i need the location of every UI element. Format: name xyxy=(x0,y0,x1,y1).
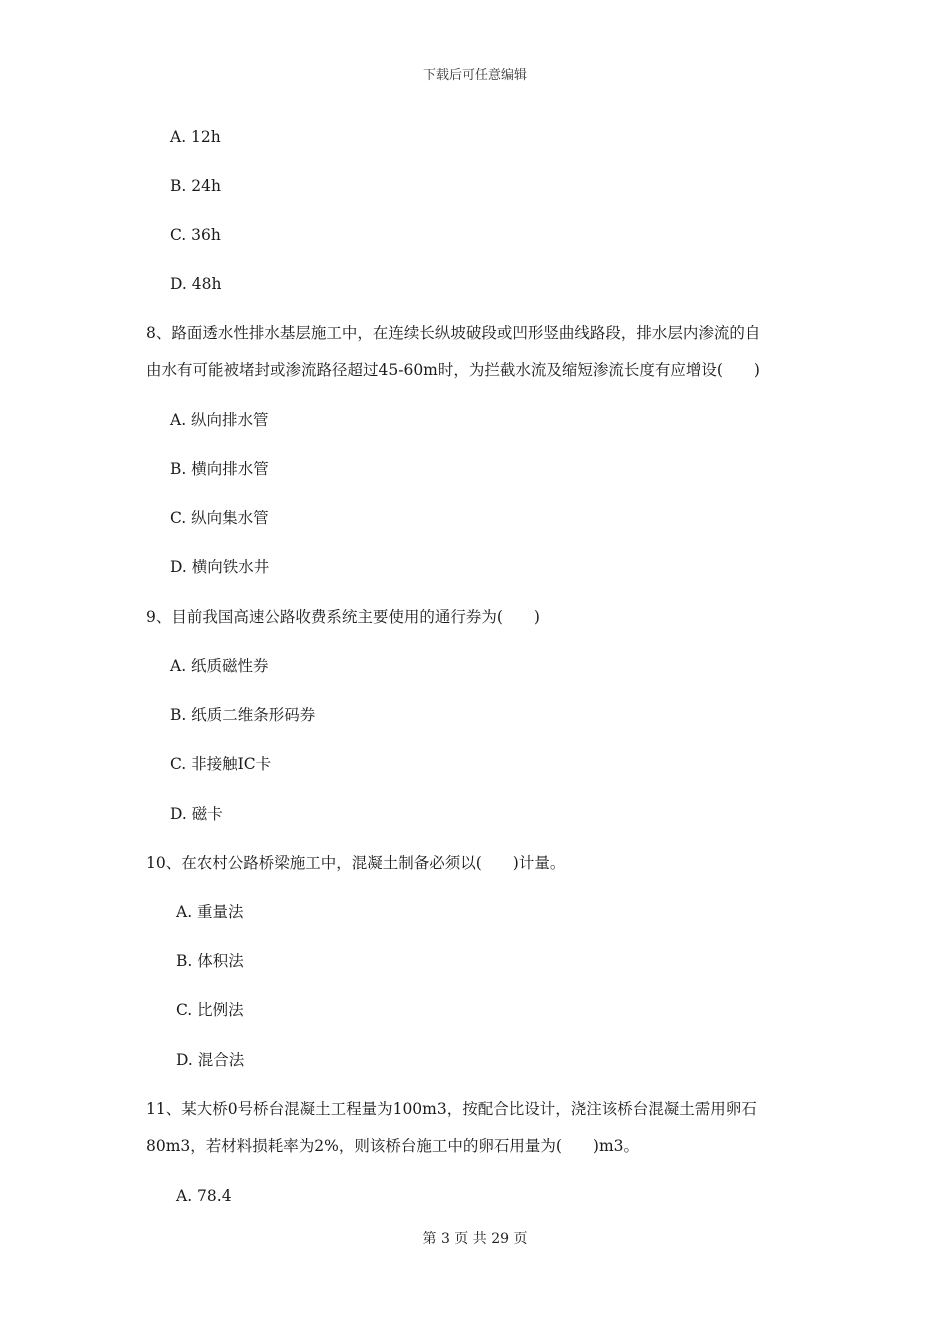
q11-text-line1: 11、某大桥0号桥台混凝土工程量为100m3，按配合比设计，浇注该桥台混凝土需用卵石 xyxy=(146,1100,757,1118)
q11-text-line2: 80m3，若材料损耗率为2%，则该桥台施工中的卵石用量为( )m3。 xyxy=(146,1137,640,1155)
q7-option-a: A. 12h xyxy=(170,128,221,146)
q10-option-b: B. 体积法 xyxy=(176,952,244,970)
page-header: 下载后可任意编辑 xyxy=(422,68,527,83)
q9-option-d: D. 磁卡 xyxy=(170,805,223,823)
q7-option-b: B. 24h xyxy=(170,177,221,195)
q8-option-b: B. 横向排水管 xyxy=(170,460,269,478)
q9-option-a: A. 纸质磁性券 xyxy=(170,657,269,675)
page-footer: 第 3 页 共 29 页 xyxy=(422,1231,528,1247)
q10-option-c: C. 比例法 xyxy=(176,1001,244,1019)
q8-text-line2: 由水有可能被堵封或渗流路径超过45-60m时，为拦截水流及缩短渗流长度有应增设( ) xyxy=(146,361,760,379)
q7-option-c: C. 36h xyxy=(170,226,221,244)
q10-text: 10、在农村公路桥梁施工中，混凝土制备必须以( )计量。 xyxy=(146,854,566,872)
q10-option-d: D. 混合法 xyxy=(176,1051,245,1069)
q9-option-c: C. 非接触IC卡 xyxy=(170,755,272,773)
q8-text-line1: 8、路面透水性排水基层施工中，在连续长纵坡破段或凹形竖曲线路段，排水层内渗流的自 xyxy=(146,324,761,342)
q9-option-b: B. 纸质二维条形码券 xyxy=(170,706,316,724)
q8-option-a: A. 纵向排水管 xyxy=(170,411,269,429)
q9-text: 9、目前我国高速公路收费系统主要使用的通行券为( ) xyxy=(146,608,540,626)
q11-option-a: A. 78.4 xyxy=(176,1187,232,1205)
q10-option-a: A. 重量法 xyxy=(176,903,244,921)
q7-option-d: D. 48h xyxy=(170,275,222,293)
q8-option-c: C. 纵向集水管 xyxy=(170,509,269,527)
q8-option-d: D. 横向铁水井 xyxy=(170,558,270,576)
